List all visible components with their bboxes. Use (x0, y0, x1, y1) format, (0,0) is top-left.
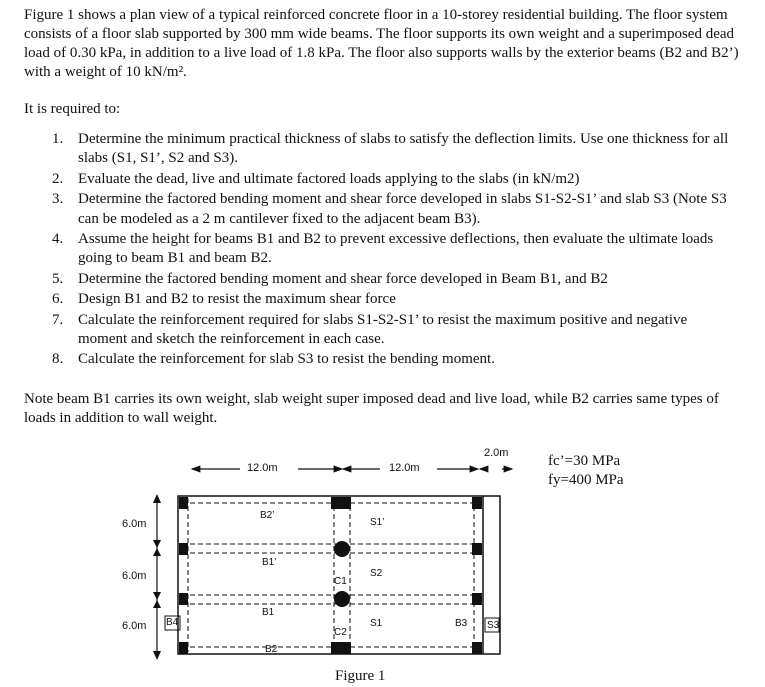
required-heading: It is required to: (24, 101, 121, 117)
label-b2-bottom: B2 (265, 644, 278, 655)
label-b4: B4 (166, 617, 179, 628)
task-text: Assume the height for beams B1 and B2 to prevent excessive deflections, then evaluate the ultimate loads going to beam B1 and beam B2. (78, 231, 714, 267)
task-number: 6. (52, 291, 64, 308)
column (472, 593, 482, 605)
intro-paragraph: Figure 1 shows a plan view of a typical reinforced concrete floor in a 10-storey residential building. The floor system consists of a floor slab supported by 300 mm wide beams. The floor supports its own weight and a superimposed dead load of 0.30 kPa, in addition to a live load of 1.8 kPa. The floor also supports walls by the exterior beams (B2 and B2’) with a weight of 10 kN/m². (24, 7, 739, 80)
dim-left-span: 12.0m (247, 462, 278, 474)
label-s1: S1 (370, 618, 383, 629)
task-text: Evaluate the dead, live and ultimate factored loads applying to the slabs (in kN/m2) (78, 170, 580, 187)
note-paragraph: Note beam B1 carries its own weight, slab weight super imposed dead and live load, while B2 carries same types of loads in addition to wall weight. (24, 391, 719, 426)
dim-arrow-top (153, 494, 161, 503)
dim-right-span: 12.0m (389, 462, 420, 474)
column (331, 497, 351, 509)
dim-arrow-bay2-top (153, 548, 161, 556)
fy-value: fy=400 MPa (548, 472, 624, 488)
label-b2-top: B2’ (260, 510, 275, 521)
task-number: 5. (52, 270, 64, 287)
column (472, 642, 482, 654)
dim-arrow-bottom (153, 651, 161, 660)
column (179, 497, 188, 509)
column (331, 642, 351, 654)
task-text: Calculate the reinforcement required for slabs S1-S2-S1’ to resist the maximum positive and negative moment and sketch the reinforcement in each case. (78, 311, 688, 348)
dim-cantilever: 2.0m (484, 447, 509, 459)
column (179, 543, 188, 555)
dim-arrow-bay3-top (153, 600, 161, 608)
label-c2: C2 (334, 627, 347, 638)
dim-arrow-bay2-bottom (153, 592, 161, 600)
dim-bay-1: 6.0m (122, 518, 147, 530)
task-text: Design B1 and B2 to resist the maximum shear force (78, 291, 396, 308)
task-number: 3. (52, 191, 64, 208)
task-number: 8. (52, 351, 64, 368)
column (472, 543, 482, 555)
task-number: 2. (52, 170, 64, 187)
label-b3: B3 (455, 618, 468, 629)
task-number: 1. (52, 131, 64, 147)
label-s1-top: S1’ (370, 517, 385, 528)
task-number: 7. (52, 311, 64, 328)
task-number: 4. (52, 231, 64, 248)
dim-arrow-bay1-bottom (153, 540, 161, 548)
column (179, 593, 188, 605)
column (472, 497, 482, 509)
label-b1: B1 (262, 607, 275, 618)
task-text: Determine the minimum practical thickness of slabs to satisfy the deflection limits. Use one thickness for all slabs (S1, S1’, S2 and S3). (78, 131, 729, 167)
label-s2: S2 (370, 568, 383, 579)
dim-bay-2: 6.0m (122, 570, 147, 582)
label-b1-top: B1’ (262, 557, 277, 568)
task-text: Calculate the reinforcement for slab S3 to resist the bending moment. (78, 351, 495, 368)
column-c2-circle (334, 591, 350, 607)
label-c1: C1 (334, 576, 347, 587)
column-c1-circle (334, 541, 350, 557)
task-text: Determine the factored bending moment and shear force developed in Beam B1, and B2 (78, 270, 608, 287)
task-text: Determine the factored bending moment and shear force developed in slabs S1-S2-S1’ and slab S3 (Note S3 can be modeled as a 2 m cantilever fixed to the adjacent beam B3). (78, 191, 727, 227)
column (179, 642, 188, 654)
figure-caption: Figure 1 (335, 668, 386, 684)
label-s3: S3 (487, 620, 500, 631)
material-properties (548, 452, 624, 490)
fc-value: fc’=30 MPa (548, 453, 621, 469)
dim-bay-3: 6.0m (122, 620, 147, 632)
